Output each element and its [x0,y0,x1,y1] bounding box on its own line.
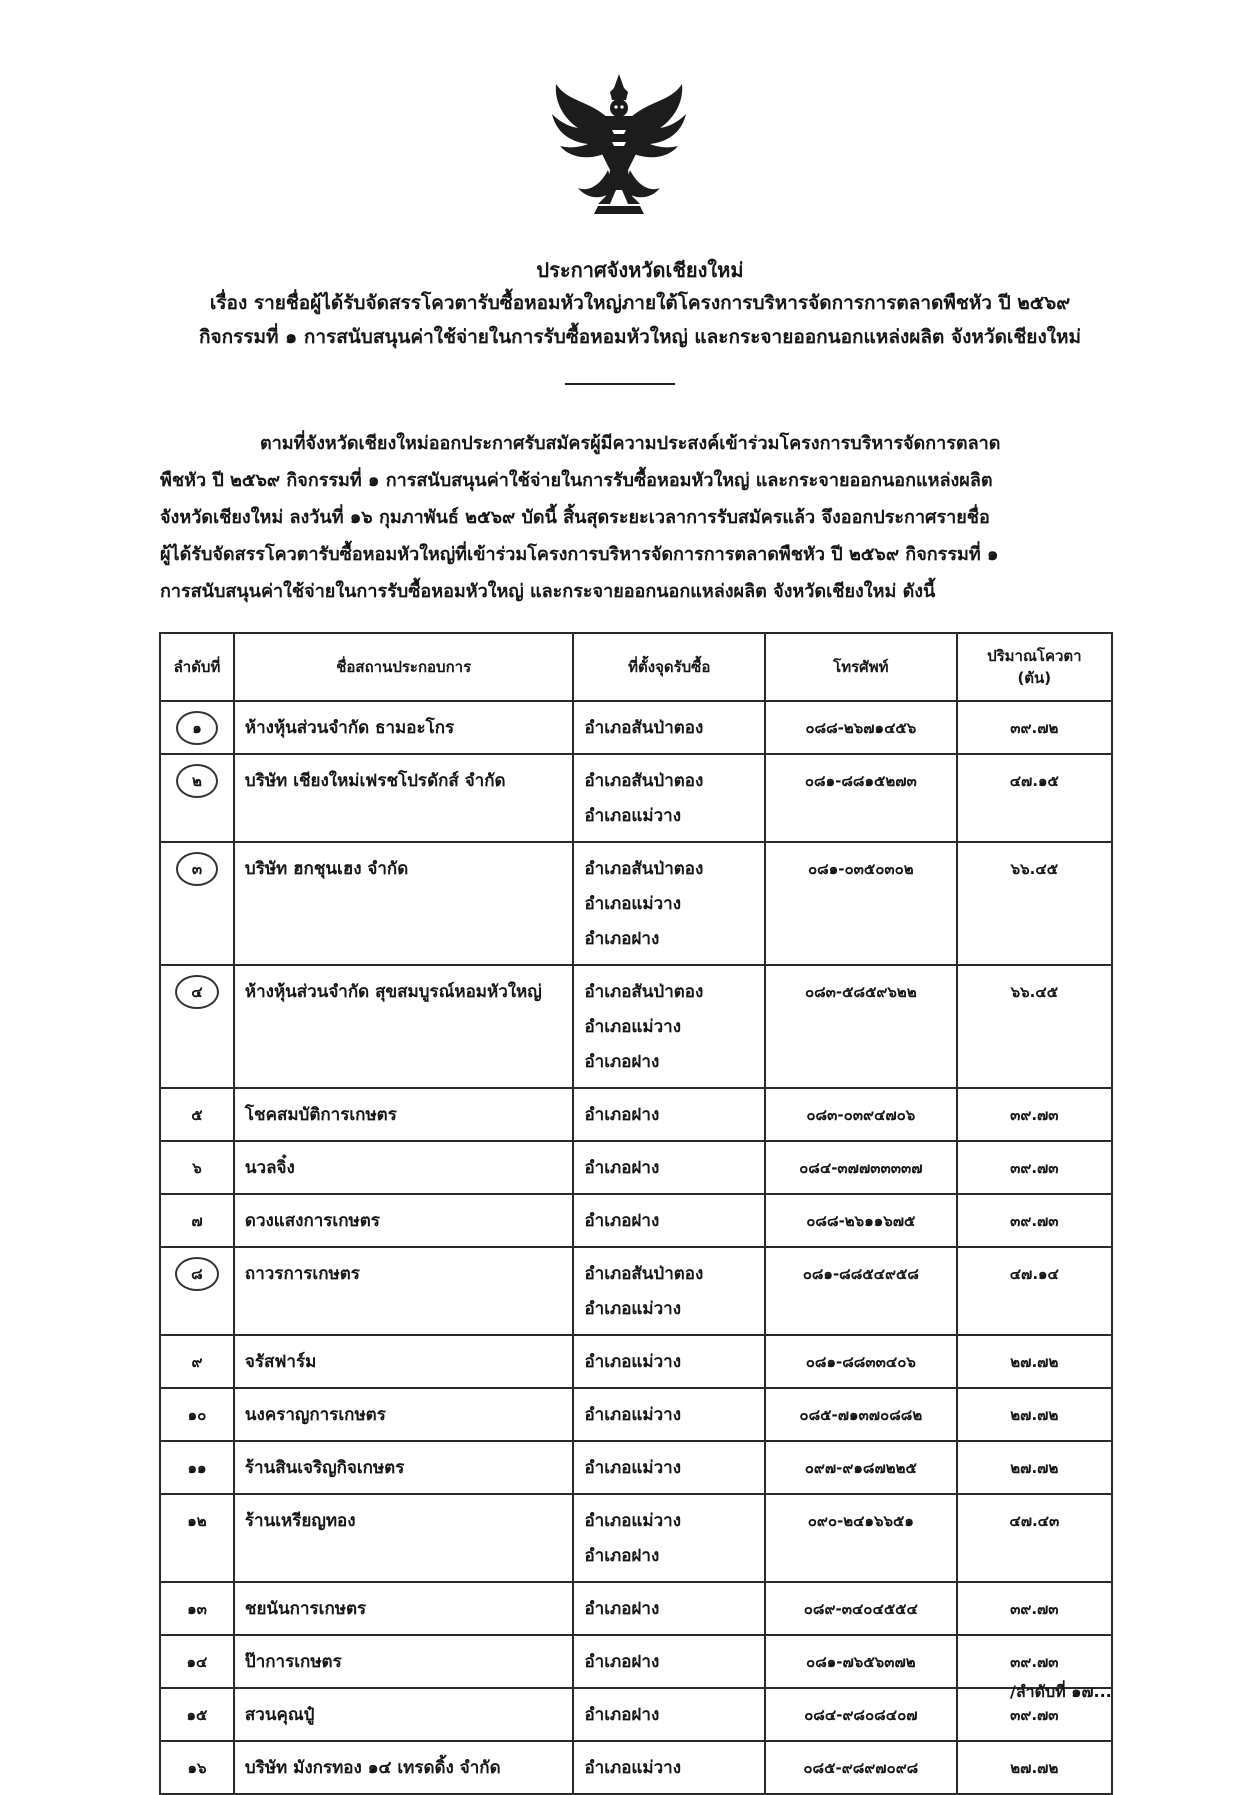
location-item: อำเภอแม่วาง [584,1458,681,1478]
header-location: ที่ตั้งจุดรับซื้อ [573,633,765,701]
row-quota: ๖๖.๔๕ [957,842,1112,965]
announcement-subject: เรื่อง รายชื่อผู้ได้รับจัดสรรโควตารับซื้อหอมหัวใหญ่ภายใต้โครงการบริหารจัดการการตลาดพืชหัว ปี ๒๕๖๙ [209,292,1071,314]
row-location [573,754,765,842]
body-line: การสนับสนุนค่าใช้จ่ายในการรับซื้อหอมหัวใหญ่ และกระจายออกนอกแหล่งผลิต จังหวัดเชียงใหม่ ดังนี้ [160,581,936,602]
table-row [160,1247,1112,1335]
table-row [160,701,1112,754]
header-phone: โทรศัพท์ [765,633,957,701]
location-item: อำเภอสันป่าตอง [584,982,704,1002]
handwritten-circle-mark: ๓ [176,852,218,886]
location-item: อำเภอแม่วาง [584,1017,681,1037]
body-line: ผู้ได้รับจัดสรรโควตารับซื้อหอมหัวใหญ่ที่เข้าร่วมโครงการบริหารจัดการการตลาดพืชหัว ปี ๒๕๖๙ กิจกรรมที่ ๑ [160,544,999,565]
row-phone: ๐๘๑-๗๖๕๖๓๗๒ [765,1635,957,1688]
row-name: ถาวรการเกษตร [234,1247,574,1335]
row-quota: ๔๗.๑๕ [957,754,1112,842]
row-name: ดวงแสงการเกษตร [234,1194,574,1247]
table-row [160,1141,1112,1194]
row-location [573,1582,765,1635]
header-name: ชื่อสถานประกอบการ [234,633,574,701]
location-item: อำเภอสันป่าตอง [584,718,704,738]
row-location [573,1441,765,1494]
row-phone: ๐๙๐-๒๔๑๖๖๕๑ [765,1494,957,1582]
row-name: ห้างหุ้นส่วนจำกัด ธามอะโกร [234,701,574,754]
title-divider [565,383,675,385]
row-quota: ๒๗.๗๒ [957,1441,1112,1494]
quota-table [159,632,1113,1795]
row-quota: ๒๗.๗๒ [957,1335,1112,1388]
row-location [573,1741,765,1794]
garuda-emblem-icon [548,70,690,220]
row-quota: ๓๙.๗๒ [957,701,1112,754]
row-number [160,701,234,754]
row-number: ๗ [160,1194,234,1247]
row-quota: ๓๙.๗๓ [957,1582,1112,1635]
location-item: อำเภอแม่วาง [584,1352,681,1372]
table-row [160,1494,1112,1582]
row-name: ร้านเหรียญทอง [234,1494,574,1582]
location-item: อำเภอแม่วาง [584,1511,681,1531]
row-location [573,965,765,1088]
row-number [160,1247,234,1335]
row-phone: ๐๘๘-๒๖๗๑๔๕๖ [765,701,957,754]
header-no: ลำดับที่ [160,633,234,701]
table-row [160,1688,1112,1741]
row-location [573,1141,765,1194]
location-item: อำเภอสันป่าตอง [584,771,704,791]
row-name: นวลจิ๋ง [234,1141,574,1194]
row-location [573,1088,765,1141]
table-row [160,1388,1112,1441]
row-number [160,965,234,1088]
row-number: ๙ [160,1335,234,1388]
row-phone: ๐๘๕-๙๘๙๗๐๙๘ [765,1741,957,1794]
row-phone: ๐๘๕-๗๑๓๗๐๘๘๒ [765,1388,957,1441]
handwritten-circle-mark: ๒ [176,764,218,798]
location-item: อำเภอแม่วาง [584,1405,681,1425]
table-header-row [160,633,1112,701]
row-number: ๑๔ [160,1635,234,1688]
row-quota: ๓๙.๗๓ [957,1688,1112,1741]
body-line: จังหวัดเชียงใหม่ ลงวันที่ ๑๖ กุมภาพันธ์ ๒๕๖๙ บัดนี้ สิ้นสุดระยะเวลาการรับสมัครแล้ว จึงออกประกาศรายชื่อ [160,507,990,528]
row-number: ๑๖ [160,1741,234,1794]
location-item: อำเภอฝาง [584,929,660,949]
row-number: ๑๐ [160,1388,234,1441]
body-line: ตามที่จังหวัดเชียงใหม่ออกประกาศรับสมัครผู้มีความประสงค์เข้าร่วมโครงการบริหารจัดการตลาด [260,433,1001,454]
location-item: อำเภอฝาง [584,1105,660,1125]
row-quota: ๓๙.๗๓ [957,1635,1112,1688]
row-location [573,1194,765,1247]
row-quota: ๖๖.๔๕ [957,965,1112,1088]
location-item: อำเภอฝาง [584,1705,660,1725]
row-phone: ๐๘๘-๒๖๑๑๖๗๕ [765,1194,957,1247]
row-number [160,754,234,842]
row-number [160,842,234,965]
location-item: อำเภอแม่วาง [584,1299,681,1319]
handwritten-circle-mark: ๔ [175,975,218,1009]
row-name: โชคสมบัติการเกษตร [234,1088,574,1141]
row-quota: ๔๗.๔๓ [957,1494,1112,1582]
row-name: บริษัท ฮกชุนเฮง จำกัด [234,842,574,965]
location-item: อำเภอฝาง [584,1158,660,1178]
row-number: ๕ [160,1088,234,1141]
location-item: อำเภอแม่วาง [584,894,681,914]
row-name: ห้างหุ้นส่วนจำกัด สุขสมบูรณ์หอมหัวใหญ่ [234,965,574,1088]
row-phone: ๐๘๑-๘๘๑๕๒๗๓ [765,754,957,842]
row-location [573,1335,765,1388]
table-row [160,1582,1112,1635]
row-location [573,701,765,754]
row-quota: ๓๙.๗๓ [957,1141,1112,1194]
table-row [160,1441,1112,1494]
row-number: ๑๓ [160,1582,234,1635]
row-quota: ๔๗.๑๔ [957,1247,1112,1335]
handwritten-circle-mark: ๑ [176,711,218,745]
header-quota-unit: (ตัน) [1017,669,1052,687]
row-location [573,1388,765,1441]
row-phone: ๐๘๓-๐๓๙๔๗๐๖ [765,1088,957,1141]
table-row [160,1635,1112,1688]
table-row [160,842,1112,965]
body-line: พืชหัว ปี ๒๕๖๙ กิจกรรมที่ ๑ การสนับสนุนค่าใช้จ่ายในการรับซื้อหอมหัวใหญ่ และกระจายออกนอกแหล่งผลิต [160,470,993,491]
row-number: ๑๑ [160,1441,234,1494]
row-location [573,1494,765,1582]
row-phone: ๐๘๑-๘๘๓๓๔๐๖ [765,1335,957,1388]
location-item: อำเภอฝาง [584,1546,660,1566]
location-item: อำเภอแม่วาง [584,806,681,826]
location-item: อำเภอฝาง [584,1599,660,1619]
row-name: บริษัท มังกรทอง ๑๔ เทรดดิ้ง จำกัด [234,1741,574,1794]
row-quota: ๓๙.๗๓ [957,1088,1112,1141]
table-row [160,1088,1112,1141]
page-continuation: /ลำดับที่ ๑๗... [1010,1682,1112,1701]
body-paragraph [160,425,1110,610]
row-name: ป๊าการเกษตร [234,1635,574,1688]
location-item: อำเภอฝาง [584,1652,660,1672]
row-number: ๖ [160,1141,234,1194]
location-item: อำเภอฝาง [584,1052,660,1072]
row-phone: ๐๘๓-๕๘๕๙๖๒๒ [765,965,957,1088]
row-quota: ๒๗.๗๒ [957,1388,1112,1441]
row-name: ร้านสินเจริญกิจเกษตร [234,1441,574,1494]
row-phone: ๐๘๑-๘๘๕๔๙๕๘ [765,1247,957,1335]
row-name: ชยนันการเกษตร [234,1582,574,1635]
header-quota [957,633,1112,701]
row-name: นงคราญการเกษตร [234,1388,574,1441]
row-phone: ๐๘๙-๓๔๐๔๕๕๔ [765,1582,957,1635]
row-location [573,1688,765,1741]
row-name: จรัสฟาร์ม [234,1335,574,1388]
location-item: อำเภอฝาง [584,1211,660,1231]
row-quota: ๒๗.๗๒ [957,1741,1112,1794]
row-location [573,1247,765,1335]
table-row [160,965,1112,1088]
location-item: อำเภอสันป่าตอง [584,859,704,879]
row-number: ๑๕ [160,1688,234,1741]
row-phone: ๐๙๗-๙๑๘๗๒๒๕ [765,1441,957,1494]
row-name: สวนคุณปู๋ [234,1688,574,1741]
row-phone: ๐๘๔-๙๘๐๘๔๐๗ [765,1688,957,1741]
table-row [160,1335,1112,1388]
handwritten-circle-mark: ๘ [175,1257,219,1291]
location-item: อำเภอแม่วาง [584,1758,681,1778]
table-row [160,754,1112,842]
table-row [160,1194,1112,1247]
row-number: ๑๒ [160,1494,234,1582]
location-item: อำเภอสันป่าตอง [584,1264,704,1284]
row-phone: ๐๘๔-๓๗๗๓๓๓๓๗ [765,1141,957,1194]
table-row [160,1741,1112,1794]
row-phone: ๐๘๑-๐๓๕๐๓๐๒ [765,842,957,965]
row-quota: ๓๙.๗๓ [957,1194,1112,1247]
announcement-subject-cont: กิจกรรมที่ ๑ การสนับสนุนค่าใช้จ่ายในการรับซื้อหอมหัวใหญ่ และกระจายออกนอกแหล่งผลิต จังหวัดเชียงใหม่ [198,326,1082,348]
announcement-title: ประกาศจังหวัดเชียงใหม่ [536,258,744,282]
header-quota-label: ปริมาณโควตา [987,647,1082,665]
row-location [573,842,765,965]
row-location [573,1635,765,1688]
row-name: บริษัท เชียงใหม่เฟรชโปรดักส์ จำกัด [234,754,574,842]
